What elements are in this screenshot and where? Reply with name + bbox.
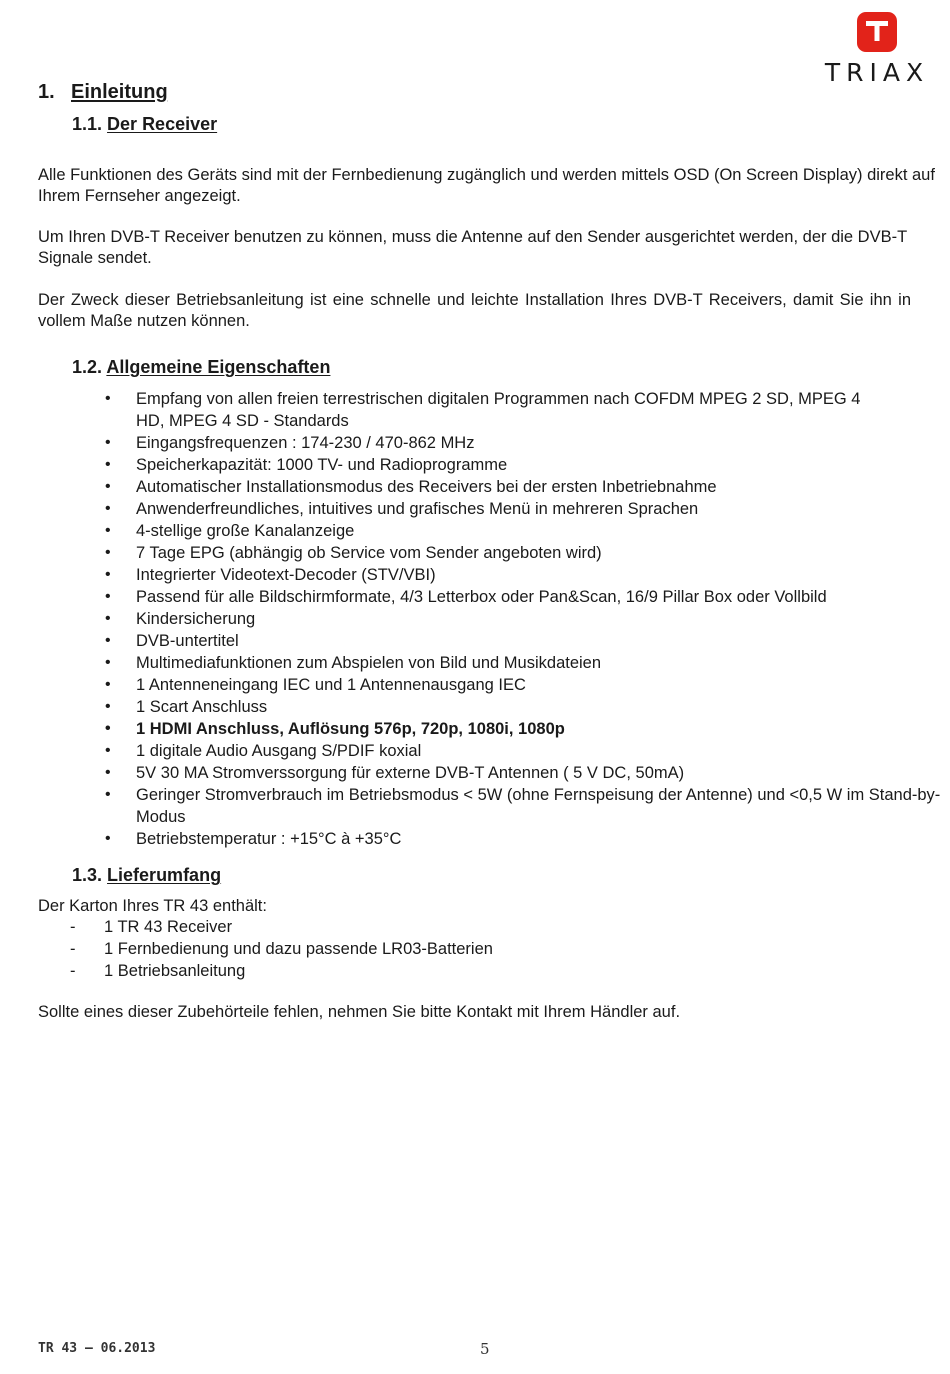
list-item: • Empfang von allen freien terrestrischen digitalen Programmen nach COFDM MPEG 2 SD, MPEG 4 HD, MPEG 4 SD - Standards [38,388,943,432]
list-item: • Geringer Stromverbrauch im Betriebsmodus < 5W (ohne Fernspeisung der Antenne) und <0,5 W im Stand-by-Modus [38,784,943,828]
list-item: - 1 Fernbedienung und dazu passende LR03-Batterien [38,938,493,960]
list-item: • Speicherkapazität: 1000 TV- und Radioprogramme [38,454,943,476]
section-1-heading [38,80,168,104]
intro-paragraph-2: Um Ihren DVB-T Receiver benutzen zu können, muss die Antenne auf den Sender ausgerichtet werden, der die DVB-T Signale sendet. [38,228,907,267]
section-title: Der Receiver [107,114,218,134]
list-item: • Multimediafunktionen zum Abspielen von Bild und Musikdateien [38,652,943,674]
logo-wordmark: TRIAX [824,58,930,87]
list-item: • Integrierter Videotext-Decoder (STV/VBI) [38,564,943,586]
list-item: • 5V 30 MA Stromverssorgung für externe DVB-T Antennen ( 5 V DC, 50mA) [38,762,943,784]
list-item: • 1 digitale Audio Ausgang S/PDIF koxial [38,740,943,762]
delivery-list [38,916,493,982]
section-1-2-heading [72,356,330,378]
section-number: 1. [38,81,55,103]
list-item: • DVB-untertitel [38,630,943,652]
list-item: • 7 Tage EPG (abhängig ob Service vom Sender angeboten wird) [38,542,943,564]
list-item: • 1 HDMI Anschluss, Auflösung 576p, 720p, 1080i, 1080p [38,718,943,740]
triax-logo-icon [857,12,897,52]
list-item: • Passend für alle Bildschirmformate, 4/3 Letterbox oder Pan&Scan, 16/9 Pillar Box oder Vollbild [38,586,943,608]
list-item: • 1 Antenneneingang IEC und 1 Antennenausgang IEC [38,674,943,696]
section-number: 1.1. [72,114,103,134]
list-item: • 1 Scart Anschluss [38,696,943,718]
delivery-note: Sollte eines dieser Zubehörteile fehlen, nehmen Sie bitte Kontakt mit Ihrem Händler auf. [38,1003,681,1021]
section-1-3-heading [72,864,221,886]
list-item: • 4-stellige große Kanalanzeige [38,520,943,542]
footer-doc-id: TR 43 – 06.2013 [38,1341,156,1356]
delivery-intro: Der Karton Ihres TR 43 enthält: [38,897,267,915]
section-title: Einleitung [71,81,168,103]
triax-logo [812,12,942,88]
section-title: Lieferumfang [107,865,222,885]
section-number: 1.2. [72,357,103,377]
features-list [38,388,943,850]
list-item: • Kindersicherung [38,608,943,630]
list-item: • Eingangsfrequenzen : 174-230 / 470-862 MHz [38,432,943,454]
intro-paragraph-1: Alle Funktionen des Geräts sind mit der Fernbedienung zugänglich und werden mittels OSD (On Screen Display) direkt auf Ihrem Fernseher angezeigt. [38,166,935,205]
section-1-1-heading [72,113,217,135]
page-number: 5 [480,1340,490,1358]
list-item: • Automatischer Installationsmodus des Receivers bei der ersten Inbetriebnahme [38,476,943,498]
section-number: 1.3. [72,865,103,885]
list-item: • Betriebstemperatur : +15°C à +35°C [38,828,943,850]
section-title: Allgemeine Eigenschaften [106,357,331,377]
list-item: - 1 Betriebsanleitung [38,960,493,982]
list-item: - 1 TR 43 Receiver [38,916,493,938]
intro-paragraph-3: Der Zweck dieser Betriebsanleitung ist eine schnelle und leichte Installation Ihres DVB-T Receivers, damit Sie ihn in vollem Maße nutzen können. [38,291,911,330]
list-item: • Anwenderfreundliches, intuitives und grafisches Menü in mehreren Sprachen [38,498,943,520]
